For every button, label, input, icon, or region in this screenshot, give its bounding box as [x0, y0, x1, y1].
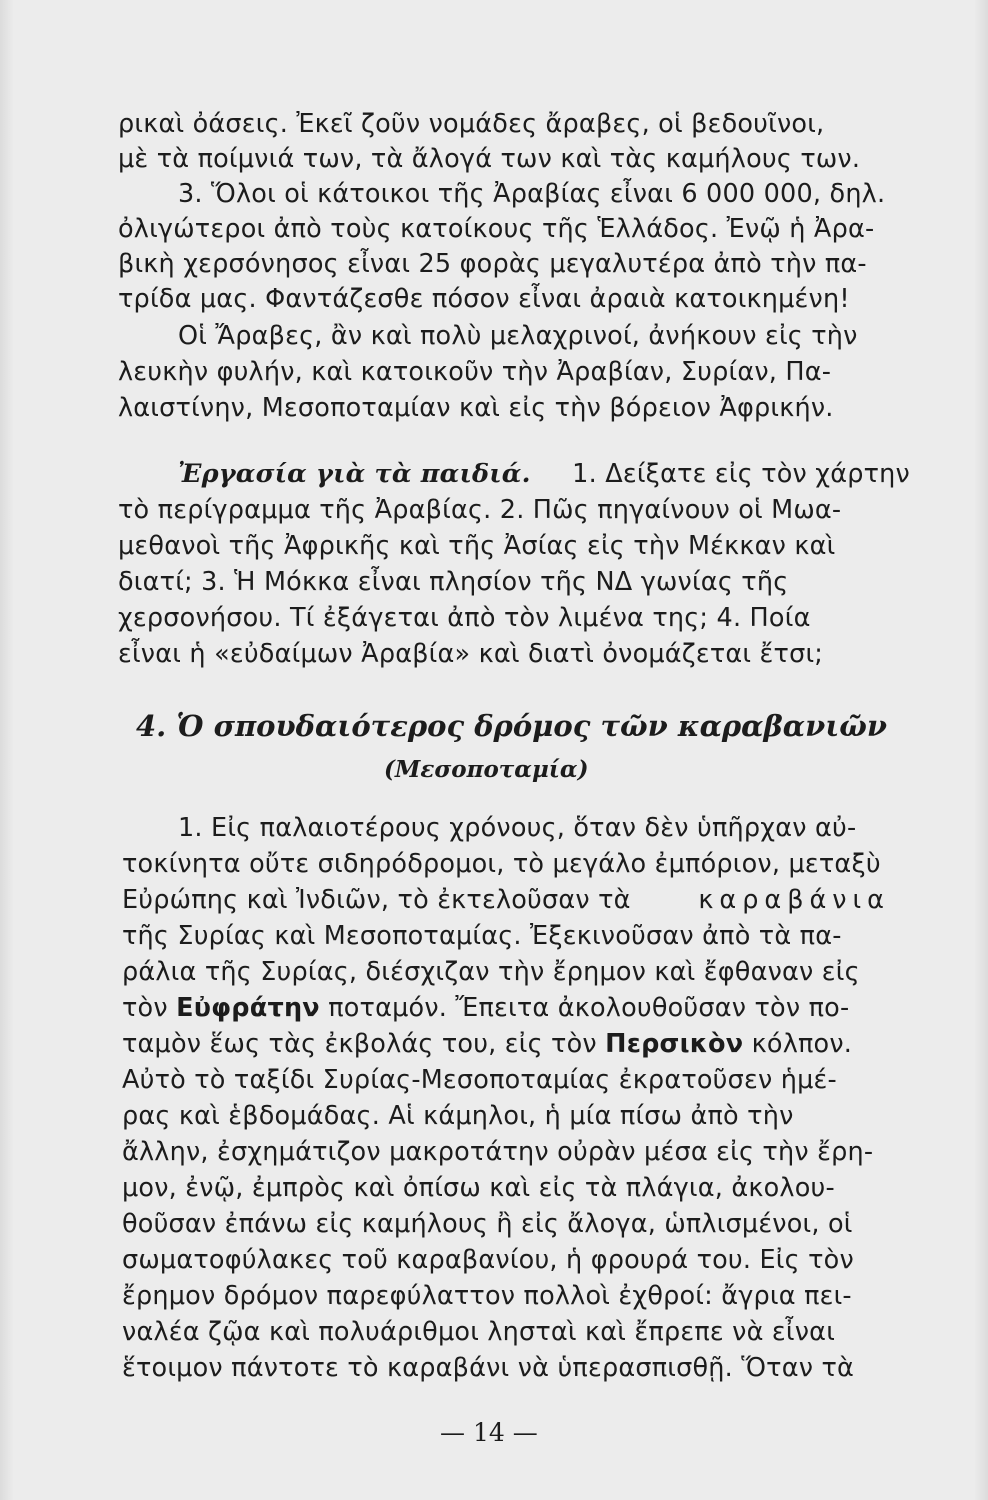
text-line-content: θοῦσαν ἐπάνω εἰς καμήλους ἢ εἰς ἄλογα, ὡπλισμένοι, οἱ — [122, 1209, 853, 1239]
text-line-content: ποταμόν. Ἔπειτα ἀκολουθοῦσαν τὸν πο- — [328, 993, 850, 1023]
text-line-content: Αὐτὸ τὸ ταξίδι Συρίας-Μεσοποταμίας ἐκρατοῦσεν ἡμέ- — [122, 1065, 837, 1095]
text-line-content: μεθανοὶ τῆς Ἀφρικῆς καὶ τῆς Ἀσίας εἰς τὴν Μέκκαν καὶ — [118, 531, 836, 561]
text-line-content: ρας καὶ ἑβδομάδας. Αἱ κάμηλοι, ἡ μία πίσω ἀπὸ τὴν — [122, 1101, 794, 1131]
text-line — [178, 178, 910, 210]
text-line-content: Εὐρώπης καὶ Ἰνδιῶν, τὸ ἐκτελοῦσαν τὰ — [122, 885, 631, 915]
bold-term: Εὐφράτην — [176, 993, 320, 1023]
text-line — [122, 1244, 890, 1276]
text-line-content: βικὴ χερσόνησος εἶναι 25 φορὰς μεγαλυτέρα ἀπὸ τὴν πα- — [118, 249, 867, 279]
text-line-content: ἕτοιμον πάντοτε τὸ καραβάνι νὰ ὑπερασπισθῇ. Ὅταν τὰ — [122, 1353, 855, 1383]
text-line — [118, 566, 910, 598]
text-line — [118, 494, 910, 526]
text-line-content: λευκὴν φυλήν, καὶ κατοικοῦν τὴν Ἀραβίαν, Συρίαν, Πα- — [118, 357, 832, 387]
text-line — [118, 392, 910, 424]
text-line — [122, 884, 890, 916]
text-line-content: σωματοφύλακες τοῦ καραβανίου, ἡ φρουρά του. Εἰς τὸν — [122, 1245, 854, 1275]
text-line — [178, 812, 890, 844]
chapter-title: 4. Ὁ σπουδαιότερος δρόμος τῶν καραβανιῶν — [136, 709, 887, 743]
exercise-label: Ἐργασία γιὰ τὰ παιδιά. — [178, 459, 531, 489]
text-line — [122, 956, 890, 988]
exercise-question: 1. Δείξατε εἰς τὸν χάρτην — [572, 459, 910, 489]
text-line-content: χερσονήσου. Τί ἐξάγεται ἀπὸ τὸν λιμένα της; 4. Ποία — [118, 603, 811, 633]
text-line-content: τὸν — [122, 993, 168, 1023]
chapter-subtitle: (Μεσοποταμία) — [384, 756, 589, 783]
text-line-content: ταμὸν ἕως τὰς ἐκβολάς του, εἰς τὸν — [122, 1029, 597, 1059]
text-line-content: τοκίνητα οὔτε σιδηρόδρομοι, τὸ μεγάλο ἐμπόριον, μεταξὺ — [122, 849, 881, 879]
text-line — [122, 1136, 890, 1168]
text-line-content: Οἱ Ἄραβες, ἂν καὶ πολὺ μελαχρινοί, ἀνήκουν εἰς τὴν — [178, 321, 858, 351]
text-line — [122, 1028, 890, 1060]
text-line — [122, 848, 890, 880]
text-line-content: ὀλιγώτεροι ἀπὸ τοὺς κατοίκους τῆς Ἑλλάδος. Ἐνῷ ἡ Ἀρα- — [118, 214, 875, 244]
text-line-content: εἶναι ἡ «εὐδαίμων Ἀραβία» καὶ διατὶ ὀνομάζεται ἔτσι; — [118, 639, 824, 669]
text-line-content: ἔρημον δρόμον παρεφύλαττον πολλοὶ ἐχθροί: ἄγρια πει- — [122, 1281, 852, 1311]
text-line-content: τρίδα μας. Φαντάζεσθε πόσον εἶναι ἀραιὰ κατοικημένη! — [118, 284, 850, 314]
text-line — [118, 602, 910, 634]
text-line — [122, 920, 890, 952]
text-line — [122, 1316, 890, 1348]
text-line-content: κόλπον. — [751, 1029, 853, 1059]
text-line-content: διατί; 3. Ἡ Μόκκα εἶναι πλησίον τῆς ΝΔ γωνίας τῆς — [118, 567, 789, 597]
text-line-content: μον, ἐνῷ, ἐμπρὸς καὶ ὀπίσω καὶ εἰς τὰ πλάγια, ἀκολου- — [122, 1173, 835, 1203]
text-line-content: τῆς Συρίας καὶ Μεσοποταμίας. Ἐξεκινοῦσαν ἀπὸ τὰ πα- — [122, 921, 842, 951]
text-line-content: ρικαὶ ὀάσεις. Ἐκεῖ ζοῦν νομάδες ἄραβες, οἱ βεδουῖνοι, — [118, 109, 825, 139]
page-number: — 14 — — [440, 1418, 538, 1447]
text-line — [122, 1100, 890, 1132]
text-line — [118, 530, 910, 562]
text-line-content: ράλια τῆς Συρίας, διέσχιζαν τὴν ἔρημον καὶ ἔφθαναν εἰς — [122, 957, 860, 987]
text-line-content: ἄλλην, ἐσχημάτιζον μακροτάτην οὐρὰν μέσα εἰς τὴν ἔρη- — [122, 1137, 874, 1167]
text-line-content: 1. Εἰς παλαιοτέρους χρόνους, ὅταν δὲν ὑπῆρχαν αὐ- — [178, 813, 857, 843]
text-line — [118, 356, 910, 388]
emphasized-word: καραβάνια — [698, 885, 890, 915]
text-line — [118, 143, 910, 175]
text-line-content: μὲ τὰ ποίμνιά των, τὰ ἄλογά των καὶ τὰς καμήλους των. — [118, 144, 861, 174]
text-line — [178, 320, 910, 352]
text-line — [118, 283, 910, 315]
text-line-content: ναλέα ζῷα καὶ πολυάριθμοι λησταὶ καὶ ἔπρεπε νὰ εἶναι — [122, 1317, 836, 1347]
page-edge-shadow-left — [0, 0, 14, 1500]
text-line — [118, 248, 910, 280]
text-line-content: 3. Ὅλοι οἱ κάτοικοι τῆς Ἀραβίας εἶναι 6 000 000, δηλ. — [178, 179, 886, 209]
text-line-content: λαιστίνην, Μεσοποταμίαν καὶ εἰς τὴν βόρειον Ἀφρικήν. — [118, 393, 834, 423]
text-line — [122, 1208, 890, 1240]
text-line — [122, 1280, 890, 1312]
text-line — [122, 1352, 890, 1384]
text-line — [118, 108, 910, 140]
text-line — [122, 1064, 890, 1096]
text-line — [122, 992, 890, 1024]
text-line-content: τὸ περίγραμμα τῆς Ἀραβίας. 2. Πῶς πηγαίνουν οἱ Μωα- — [118, 495, 842, 525]
text-line — [118, 638, 910, 670]
page-edge-shadow-right — [974, 0, 988, 1500]
exercise-first-line — [178, 458, 910, 490]
text-line — [122, 1172, 890, 1204]
text-line — [118, 213, 910, 245]
bold-term: Περσικὸν — [605, 1029, 744, 1059]
